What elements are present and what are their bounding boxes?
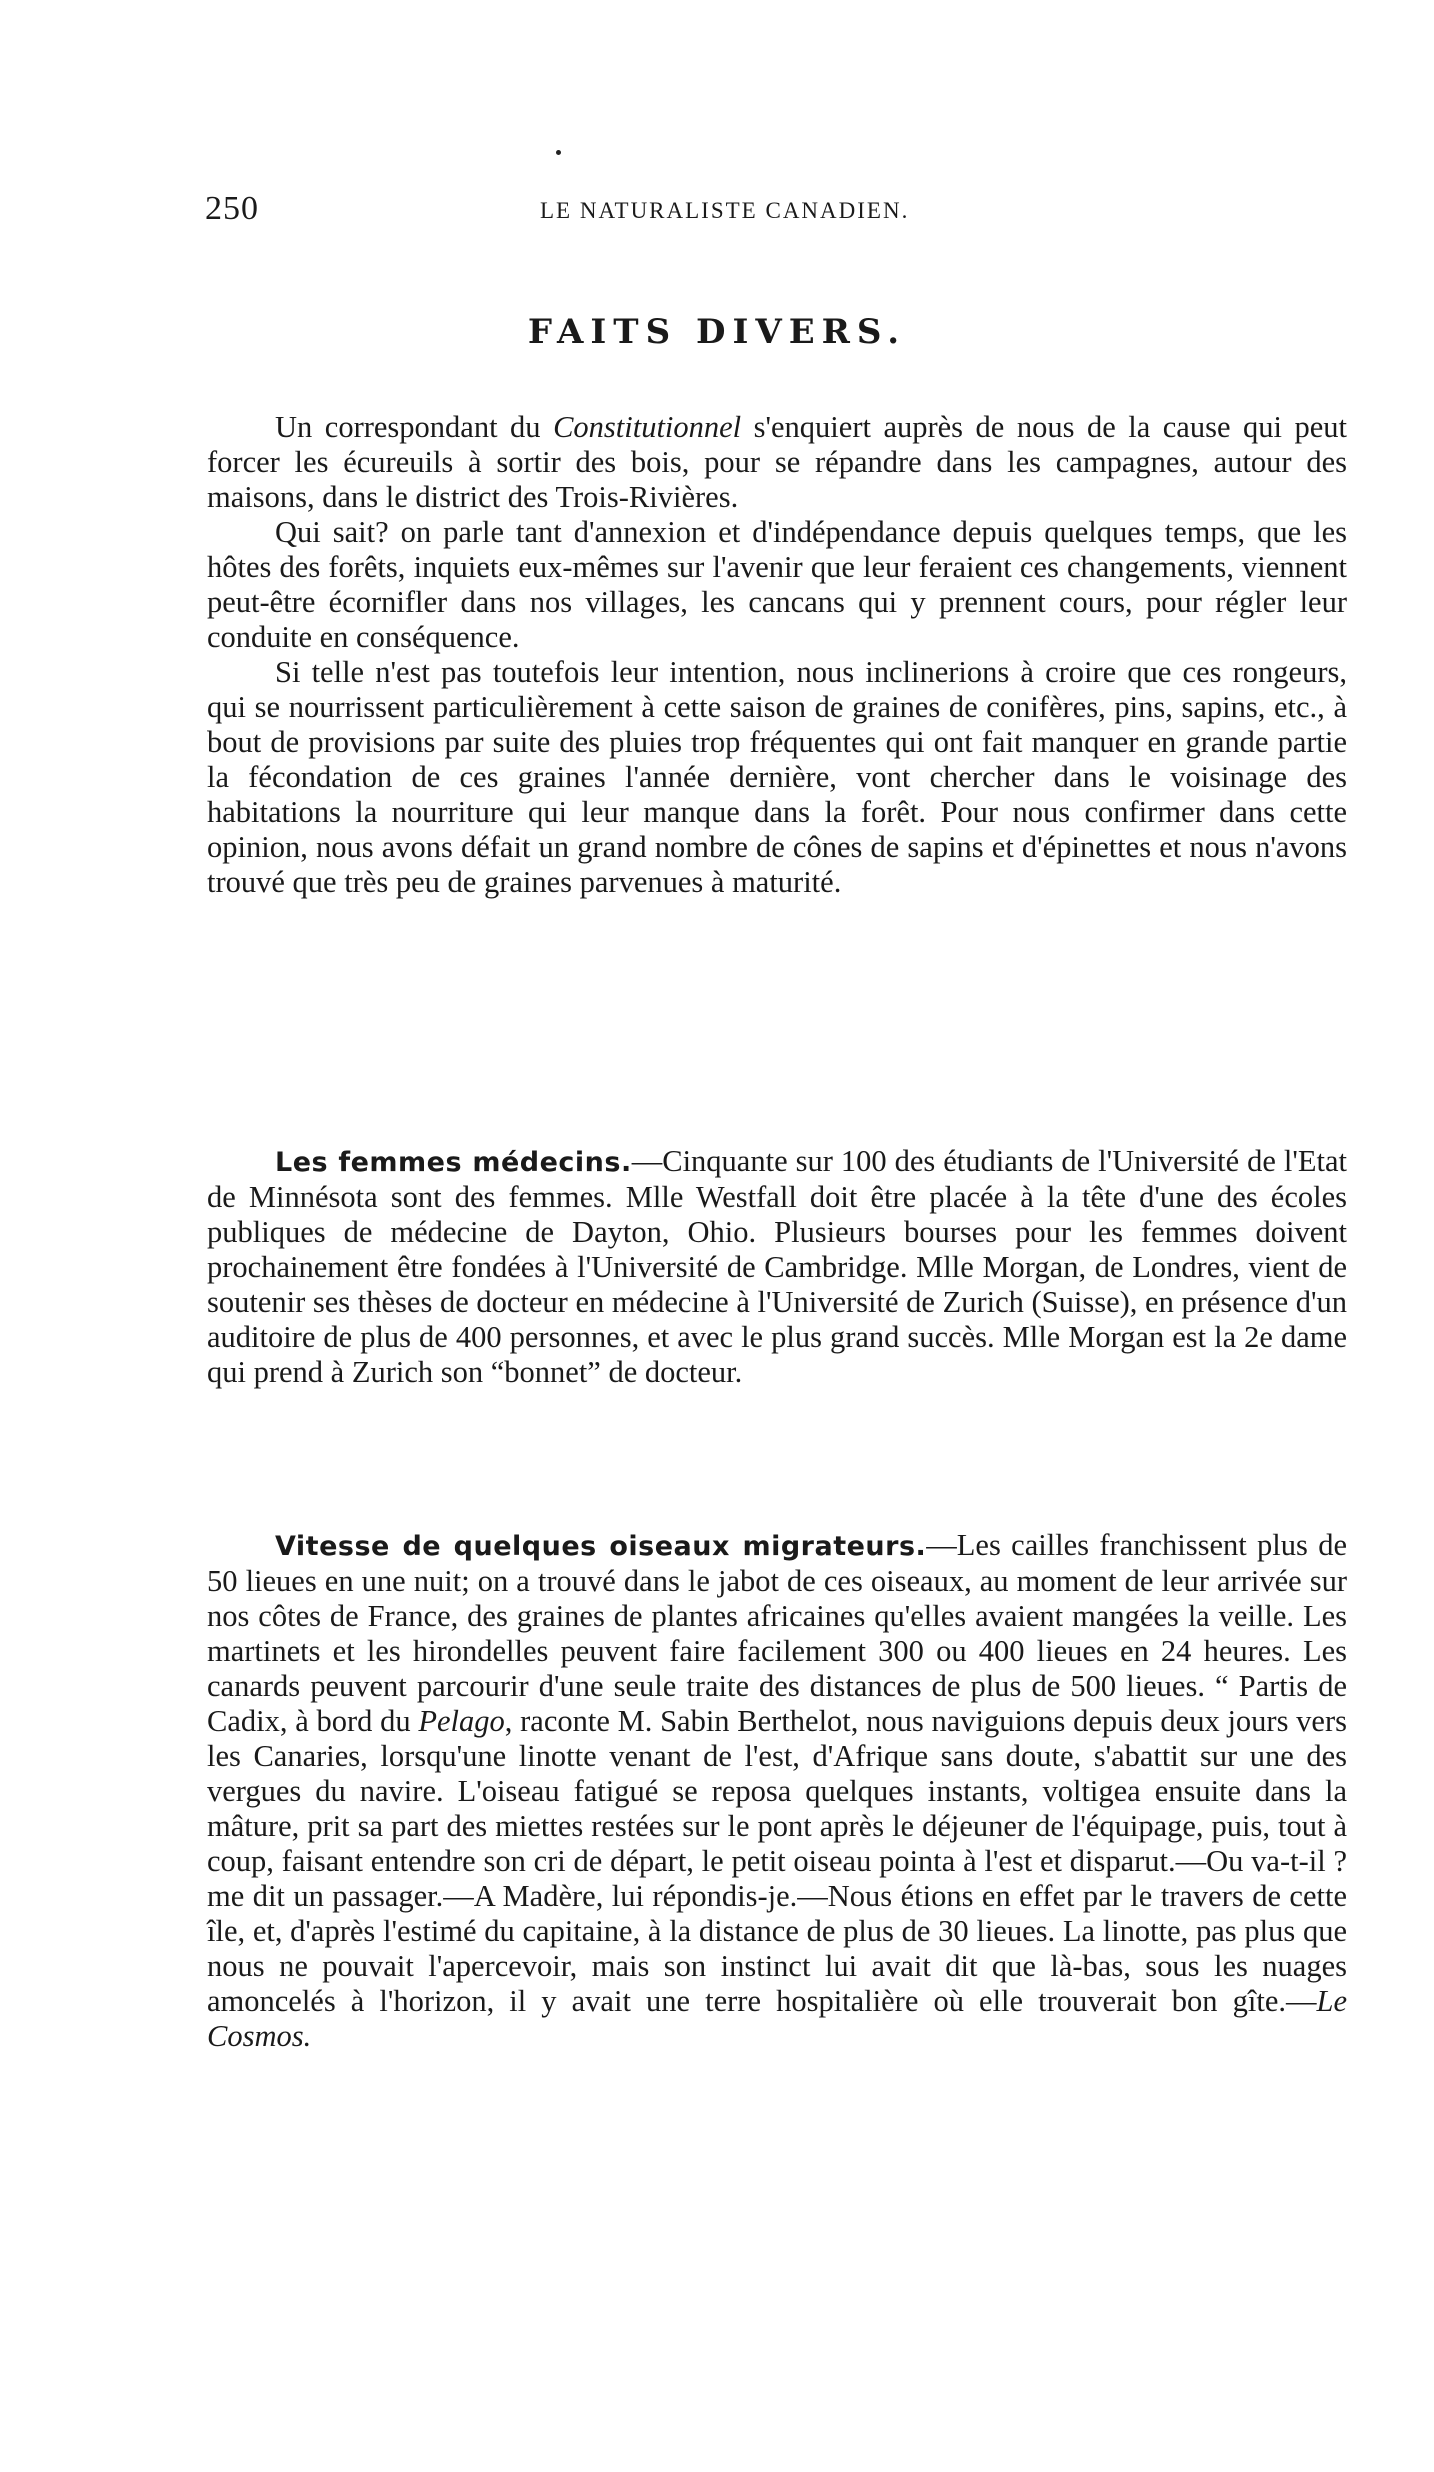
page-header (205, 190, 1345, 230)
paragraph: Vitesse de quelques oiseaux migrateurs.—Les cailles franchissent plus de 50 lieues en une nuit; on a trouvé dans le jabot de ces oiseaux, au moment de leur arrivée sur nos côtes de France, des graines de plantes africaines qu'elles avaient mangées la veille. Les martinets et les hirondelles peuvent faire facilement 300 ou 400 lieues en 24 heures. Les canards peuvent parcourir d'une seule traite des distances de plus de 500 lieues. “ Partis de Cadix, à bord du Pelago, raconte M. Sabin Berthelot, nous naviguions depuis deux jours vers les Canaries, lorsqu'une linotte venant de l'est, d'Afrique sans doute, s'abattit sur une des vergues du navire. L'oiseau fatigué se reposa quelques instants, voltigea ensuite dans la mâture, prit sa part des miettes restées sur le pont après le déjeuner de l'équipage, puis, tout à coup, faisant entendre son cri de départ, le petit oiseau pointa à l'est et disparut.—Ou va-t-il ? me dit un passager.—A Madère, lui répondis-je.—Nous étions en effet par le travers de cette île, et, d'après l'estimé du capitaine, à la distance de plus de 30 lieues. La linotte, pas plus que nous ne pouvait l'apercevoir, mais son instinct lui avait dit que là-bas, sous les nuages amoncelés à l'horizon, il y avait une terre hospitalière où elle trouverait bon gîte.—Le Cosmos. (207, 1528, 1348, 2053)
article-heading: Les femmes médecins. (275, 1147, 632, 1178)
ship-name: Pelago (418, 1704, 505, 1738)
source-citation: Le Cosmos. (207, 1984, 1347, 2053)
paragraph: Si telle n'est pas toutefois leur intention, nous inclinerions à croire que ces rongeurs, qui se nourrissent particulièrement à cette saison de graines de conifères, pins, sapins, etc., à bout de provisions par suite des pluies trop fréquentes qui ont fait manquer en grande partie la fécondation de ces graines l'année dernière, vont chercher dans le voisinage des habitations la nourriture qui leur manque dans la forêt. Pour nous confirmer dans cette opinion, nous avons défait un grand nombre de cônes de sapins et d'épinettes et nous n'avons trouvé que très peu de graines parvenues à maturité. (207, 655, 1347, 899)
paragraph: Qui sait? on parle tant d'annexion et d'indépendance depuis quelques temps, que les hôtes des forêts, inquiets eux-mêmes sur l'avenir que leur feraient ces changements, viennent peut-être écornifler dans nos villages, les cancans qui y prennent cours, pour régler leur conduite en conséquence. (207, 515, 1347, 654)
article-oiseaux-migrateurs (207, 1528, 1347, 2054)
section-title: FAITS DIVERS. (527, 312, 907, 352)
page-number: 250 (205, 190, 259, 227)
paragraph: Un correspondant du Constitutionnel s'enquiert auprès de nous de la cause qui peut forcer les écureuils à sortir des bois, pour se répandre dans les campagnes, autour des maisons, dans le district des Trois-Rivières. (207, 410, 1347, 514)
running-title: LE NATURALISTE CANADIEN. (540, 198, 910, 223)
paragraph: Les femmes médecins.—Cinquante sur 100 des étudiants de l'Université de l'Etat de Minnésota sont des femmes. Mlle Westfall doit être placée à la tête d'une des écoles publiques de médecine de Dayton, Ohio. Plusieurs bourses pour les femmes doivent prochainement être fondées à l'Université de Cambridge. Mlle Morgan, de Londres, vient de soutenir ses thèses de docteur en médecine à l'Université de Zurich (Suisse), en présence d'un auditoire de plus de 400 personnes, et avec le plus grand succès. Mlle Morgan est la 2e dame qui prend à Zurich son “bonnet” de docteur. (207, 1144, 1348, 1389)
article-femmes-medecins (207, 1144, 1347, 1390)
newspaper-title: Constitutionnel (553, 410, 742, 444)
article-heading: Vitesse de quelques oiseaux migrateurs. (275, 1531, 927, 1562)
ink-speck (556, 150, 561, 155)
article-ecureuils (207, 410, 1347, 900)
